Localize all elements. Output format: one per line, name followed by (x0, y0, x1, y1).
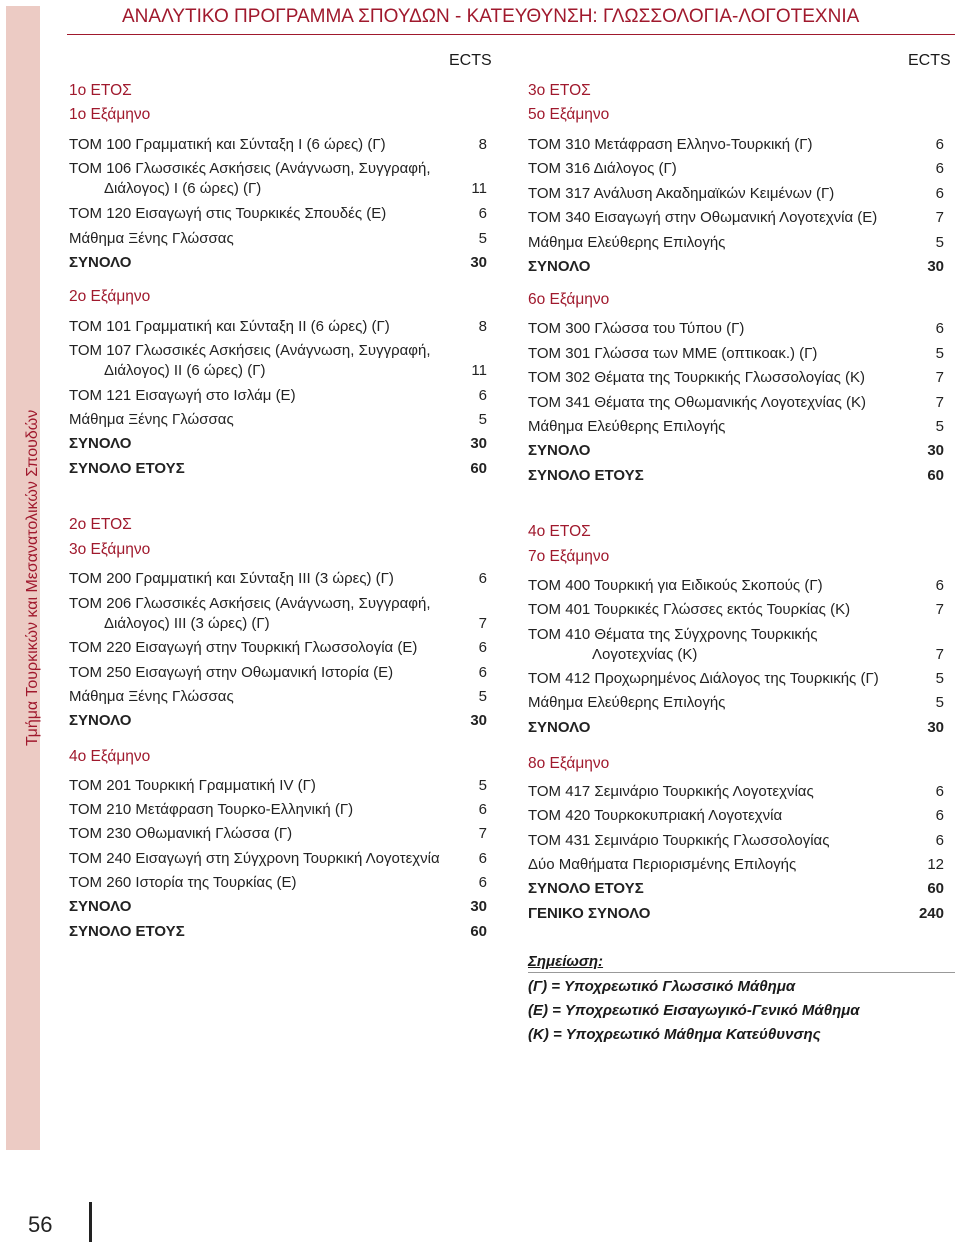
total-label: ΣΥΝΟΛΟ (69, 898, 132, 915)
course-name: ΤΟΜ 120 Εισαγωγή στις Τουρκικές Σπουδές (Ε) (69, 205, 387, 222)
course-name: ΤΟΜ 401 Τουρκικές Γλώσσες εκτός Τουρκίας (Κ) (528, 601, 851, 618)
total-value: 30 (927, 442, 944, 459)
total-value: 60 (470, 460, 487, 477)
ects-value: 7 (935, 394, 944, 411)
section-heading: 8ο Εξάμηνο (528, 755, 610, 772)
title-divider (67, 34, 955, 35)
section-heading: 7ο Εξάμηνο (528, 548, 610, 565)
course-name: ΤΟΜ 220 Εισαγωγή στην Τουρκική Γλωσσολογία (Ε) (69, 639, 418, 656)
ects-value: 5 (478, 777, 487, 794)
page-title: ΑΝΑΛΥΤΙΚΟ ΠΡΟΓΡΑΜΜΑ ΣΠΟΥΔΩΝ - ΚΑΤΕΥΘΥΝΣΗ: ΓΛΩΣΣΟΛΟΓΙΑ-ΛΟΓΟΤΕΧΝΙΑ (122, 6, 860, 27)
total-value: 30 (927, 719, 944, 736)
ects-value: 6 (478, 801, 487, 818)
total-value: 30 (927, 258, 944, 275)
course-name: Μάθημα Ξένης Γλώσσας (69, 411, 234, 428)
ects-value: 6 (935, 807, 944, 824)
ects-value: 7 (935, 646, 944, 663)
ects-value: 7 (935, 209, 944, 226)
course-name: Μάθημα Ελεύθερης Επιλογής (528, 234, 726, 251)
course-name: ΤΟΜ 417 Σεμινάριο Τουρκικής Λογοτεχνίας (528, 783, 814, 800)
total-value: 60 (470, 923, 487, 940)
course-name: ΤΟΜ 206 Γλωσσικές Ασκήσεις (Ανάγνωση, Συγγραφή, (69, 595, 431, 612)
course-name: ΤΟΜ 317 Ανάλυση Ακαδημαϊκών Κειμένων (Γ) (528, 185, 835, 202)
course-name: Μάθημα Ελεύθερης Επιλογής (528, 418, 726, 435)
total-value: 30 (470, 435, 487, 452)
section-heading: 4ο ΕΤΟΣ (528, 523, 591, 540)
ects-value: 6 (935, 185, 944, 202)
ects-value: 12 (927, 856, 944, 873)
section-heading: 5ο Εξάμηνο (528, 106, 610, 123)
course-name: ΤΟΜ 201 Τουρκική Γραμματική ΙV (Γ) (69, 777, 316, 794)
course-name: ΤΟΜ 300 Γλώσσα του Τύπου (Γ) (528, 320, 745, 337)
course-name: Μάθημα Ελεύθερης Επιλογής (528, 694, 726, 711)
course-name: Δύο Μαθήματα Περιορισμένης Επιλογής (528, 856, 797, 873)
course-name: ΤΟΜ 412 Προχωρημένος Διάλογος της Τουρκικής (Γ) (528, 670, 879, 687)
section-heading: 2ο Εξάμηνο (69, 288, 151, 305)
course-name: Λογοτεχνίας (Κ) (592, 646, 698, 663)
course-name: ΤΟΜ 340 Εισαγωγή στην Οθωμανική Λογοτεχνία (Ε) (528, 209, 878, 226)
course-name: ΤΟΜ 410 Θέματα της Σύγχρονης Τουρκικής (528, 626, 818, 643)
ects-value: 6 (478, 570, 487, 587)
course-name: ΤΟΜ 420 Τουρκοκυπριακή Λογοτεχνία (528, 807, 783, 824)
course-name: ΤΟΜ 316 Διάλογος (Γ) (528, 160, 677, 177)
department-name: Τμήμα Τουρκικών και Μεσανατολικών Σπουδών (24, 409, 41, 746)
ects-value: 6 (935, 320, 944, 337)
course-name: ΤΟΜ 301 Γλώσσα των ΜΜΕ (οπτικοακ.) (Γ) (528, 345, 818, 362)
note-line: (Γ) = Υποχρεωτικό Γλωσσικό Μάθημα (528, 978, 796, 995)
ects-value: 6 (478, 874, 487, 891)
course-name: ΤΟΜ 260 Ιστορία της Τουρκίας (Ε) (69, 874, 297, 891)
course-name: ΤΟΜ 302 Θέματα της Τουρκικής Γλωσσολογίας (Κ) (528, 369, 866, 386)
ects-value: 6 (478, 387, 487, 404)
ects-header-left: ECTS (449, 52, 492, 69)
ects-header-right: ECTS (908, 52, 951, 69)
ects-value: 7 (935, 601, 944, 618)
course-name: Μάθημα Ξένης Γλώσσας (69, 688, 234, 705)
total-label: ΣΥΝΟΛΟ ΕΤΟΥΣ (528, 880, 644, 897)
total-label: ΣΥΝΟΛΟ (528, 258, 591, 275)
ects-value: 6 (935, 832, 944, 849)
total-label: ΣΥΝΟΛΟ (69, 254, 132, 271)
course-name: Διάλογος) ΙΙ (6 ώρες) (Γ) (104, 362, 266, 379)
total-label: ΣΥΝΟΛΟ ΕΤΟΥΣ (69, 460, 185, 477)
ects-value: 6 (478, 205, 487, 222)
ects-value: 5 (935, 418, 944, 435)
course-name: Μάθημα Ξένης Γλώσσας (69, 230, 234, 247)
total-value: 30 (470, 712, 487, 729)
course-name: ΤΟΜ 100 Γραμματική και Σύνταξη Ι (6 ώρες) (Γ) (69, 136, 386, 153)
total-label: ΣΥΝΟΛΟ (528, 442, 591, 459)
ects-value: 11 (471, 180, 487, 197)
total-label: ΣΥΝΟΛΟ (69, 435, 132, 452)
section-heading: 6ο Εξάμηνο (528, 291, 610, 308)
ects-value: 8 (478, 136, 487, 153)
total-label: ΣΥΝΟΛΟ (528, 719, 591, 736)
note-heading: Σημείωση: (528, 953, 604, 970)
total-label: ΣΥΝΟΛΟ (69, 712, 132, 729)
ects-value: 6 (478, 664, 487, 681)
ects-value: 5 (478, 230, 487, 247)
course-name: ΤΟΜ 310 Μετάφραση Ελληνο-Τουρκική (Γ) (528, 136, 813, 153)
page-number-bar (89, 1202, 92, 1242)
section-heading: 2ο ΕΤΟΣ (69, 516, 132, 533)
total-value: 60 (927, 880, 944, 897)
course-name: ΤΟΜ 101 Γραμματική και Σύνταξη ΙΙ (6 ώρες) (Γ) (69, 318, 390, 335)
ects-value: 6 (935, 160, 944, 177)
course-name: ΤΟΜ 250 Εισαγωγή στην Οθωμανική Ιστορία (Ε) (69, 664, 394, 681)
ects-value: 7 (935, 369, 944, 386)
note-line: (Κ) = Υποχρεωτικό Μάθημα Κατεύθυνσης (528, 1026, 821, 1043)
section-heading: 3ο ΕΤΟΣ (528, 82, 591, 99)
total-value: 240 (918, 905, 944, 922)
course-name: ΤΟΜ 431 Σεμινάριο Τουρκικής Γλωσσολογίας (528, 832, 830, 849)
page-number: 56 (28, 1212, 53, 1237)
course-name: ΤΟΜ 240 Εισαγωγή στη Σύγχρονη Τουρκική Λογοτεχνία (69, 850, 440, 867)
note-line: (Ε) = Υποχρεωτικό Εισαγωγικό-Γενικό Μάθημα (528, 1002, 860, 1019)
ects-value: 11 (471, 362, 487, 379)
ects-value: 5 (935, 694, 944, 711)
course-name: ΤΟΜ 107 Γλωσσικές Ασκήσεις (Ανάγνωση, Συγγραφή, (69, 342, 431, 359)
total-label: ΣΥΝΟΛΟ ΕΤΟΥΣ (528, 467, 644, 484)
ects-value: 5 (478, 411, 487, 428)
ects-value: 6 (478, 639, 487, 656)
ects-value: 6 (935, 577, 944, 594)
course-name: Διάλογος) ΙΙΙ (3 ώρες) (Γ) (104, 615, 270, 632)
total-value: 30 (470, 898, 487, 915)
course-name: ΤΟΜ 230 Οθωμανική Γλώσσα (Γ) (69, 825, 293, 842)
ects-value: 7 (478, 615, 487, 632)
ects-value: 7 (478, 825, 487, 842)
section-heading: 4ο Εξάμηνο (69, 748, 151, 765)
course-name: ΤΟΜ 341 Θέματα της Οθωμανικής Λογοτεχνίας (Κ) (528, 394, 866, 411)
total-value: 30 (470, 254, 487, 271)
ects-value: 5 (478, 688, 487, 705)
total-label: ΣΥΝΟΛΟ ΕΤΟΥΣ (69, 923, 185, 940)
ects-value: 5 (935, 345, 944, 362)
section-heading: 3ο Εξάμηνο (69, 541, 151, 558)
ects-value: 5 (935, 670, 944, 687)
section-heading: 1ο Εξάμηνο (69, 106, 151, 123)
course-name: Διάλογος) Ι (6 ώρες) (Γ) (104, 180, 262, 197)
total-label: ΓΕΝΙΚΟ ΣΥΝΟΛΟ (528, 905, 651, 922)
ects-value: 5 (935, 234, 944, 251)
course-name: ΤΟΜ 200 Γραμματική και Σύνταξη ΙΙΙ (3 ώρες) (Γ) (69, 570, 394, 587)
ects-value: 6 (935, 783, 944, 800)
course-name: ΤΟΜ 210 Μετάφραση Τουρκο-Ελληνική (Γ) (69, 801, 354, 818)
ects-value: 6 (478, 850, 487, 867)
course-name: ΤΟΜ 400 Τουρκική για Ειδικούς Σκοπούς (Γ) (528, 577, 823, 594)
ects-value: 8 (478, 318, 487, 335)
note-divider (528, 972, 955, 973)
ects-value: 6 (935, 136, 944, 153)
section-heading: 1ο ΕΤΟΣ (69, 82, 132, 99)
course-name: ΤΟΜ 106 Γλωσσικές Ασκήσεις (Ανάγνωση, Συγγραφή, (69, 160, 431, 177)
total-value: 60 (927, 467, 944, 484)
course-name: ΤΟΜ 121 Εισαγωγή στο Ισλάμ (Ε) (69, 387, 296, 404)
